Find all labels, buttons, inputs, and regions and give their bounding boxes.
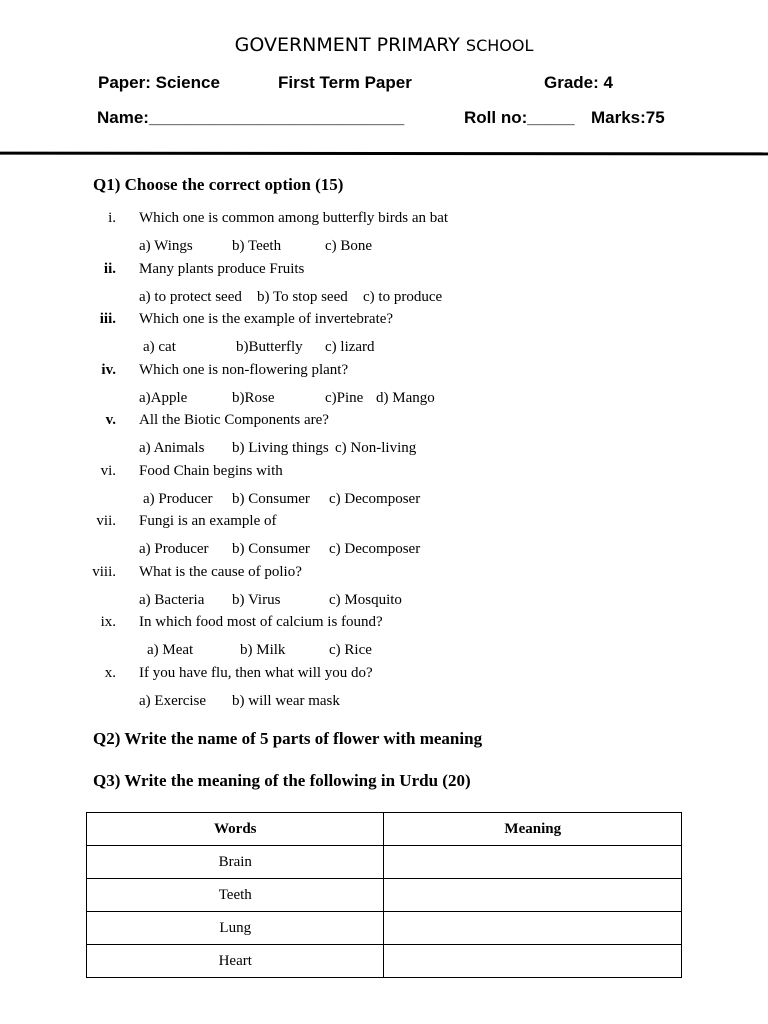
question-text: Which one is the example of invertebrate? <box>139 311 394 327</box>
answer-option: b) Consumer <box>232 541 310 557</box>
answer-option: b) Teeth <box>232 238 282 254</box>
answer-option: a) Exercise <box>139 692 207 709</box>
answer-option: b) Milk <box>240 642 286 658</box>
answer-option: c)Pine <box>325 389 364 406</box>
answer-option: a) Wings <box>139 238 193 254</box>
q3-heading: Q3) Write the meaning of the following in Urdu (20) <box>93 771 471 790</box>
q1-heading: Q1) Choose the correct option (15) <box>93 175 344 194</box>
answer-option: b) Virus <box>232 591 281 608</box>
table-header-words: Words <box>87 813 384 846</box>
answer-option: c) Decomposer <box>329 541 421 557</box>
answer-option: a) Bacteria <box>139 591 205 608</box>
answer-option: b) Living things <box>232 440 329 456</box>
table-row <box>87 912 682 945</box>
question-number: iii. <box>99 311 116 327</box>
term-title: First Term Paper <box>278 73 412 92</box>
question-text: All the Biotic Components are? <box>139 412 329 428</box>
table-row <box>87 846 682 879</box>
question-text: Food Chain begins with <box>139 462 283 479</box>
answer-option: b)Butterfly <box>236 339 303 355</box>
question-number: vii. <box>96 513 116 529</box>
q2-heading: Q2) Write the name of 5 parts of flower with meaning <box>93 729 483 748</box>
question-text: Many plants produce Fruits <box>139 260 305 277</box>
table-cell-word: Teeth <box>87 879 384 912</box>
question-number: v. <box>105 412 116 428</box>
school-title-main: GOVERNMENT PRIMARY <box>234 34 460 56</box>
table-cell-meaning[interactable] <box>384 912 682 945</box>
question-text: What is the cause of polio? <box>139 563 302 580</box>
question-number: i. <box>108 210 116 226</box>
answer-option: b) will wear mask <box>232 692 340 709</box>
header-divider <box>0 152 768 156</box>
answer-option: a)Apple <box>139 389 188 406</box>
answer-option: d) Mango <box>376 389 435 406</box>
name-field: Name:___________________________ <box>97 108 405 127</box>
urdu-meaning-table <box>86 812 682 978</box>
school-title-suffix: SCHOOL <box>465 36 534 55</box>
table-cell-word: Brain <box>87 846 384 879</box>
question-number: iv. <box>101 361 116 378</box>
table-header-row <box>87 813 682 846</box>
answer-option: c) lizard <box>325 339 375 355</box>
table-header-meaning: Meaning <box>384 813 682 846</box>
question-text: Which one is common among butterfly birds an bat <box>139 210 449 226</box>
answer-option: b)Rose <box>232 389 275 406</box>
answer-option: c) Decomposer <box>329 490 421 507</box>
table-cell-meaning[interactable] <box>384 879 682 912</box>
grade-label: Grade: 4 <box>544 73 613 92</box>
answer-option: c) Rice <box>329 642 372 658</box>
question-number: viii. <box>92 563 116 580</box>
question-number: ii. <box>103 260 116 277</box>
answer-option: c) to produce <box>363 288 443 305</box>
question-text: Fungi is an example of <box>139 513 277 529</box>
question-text: If you have flu, then what will you do? <box>139 664 373 681</box>
table-cell-meaning[interactable] <box>384 846 682 879</box>
table-cell-meaning[interactable] <box>384 945 682 978</box>
answer-option: a) to protect seed <box>139 288 242 305</box>
table-cell-word: Lung <box>87 912 384 945</box>
answer-option: c) Bone <box>325 238 373 254</box>
question-number: x. <box>104 664 116 681</box>
question-text: In which food most of calcium is found? <box>139 614 383 630</box>
answer-option: a) Meat <box>147 642 194 658</box>
table-cell-word: Heart <box>87 945 384 978</box>
answer-option: b) To stop seed <box>257 288 348 305</box>
answer-option: c) Mosquito <box>329 591 402 608</box>
question-number: vi. <box>100 462 116 479</box>
answer-option: a) cat <box>143 339 176 355</box>
question-number: ix. <box>100 614 116 630</box>
answer-option: a) Animals <box>139 440 205 456</box>
answer-option: c) Non-living <box>335 440 417 456</box>
answer-option: b) Consumer <box>232 490 310 507</box>
roll-number-field: Roll no:_____ <box>464 108 575 127</box>
paper-subject: Paper: Science <box>98 73 220 92</box>
answer-option: a) Producer <box>139 541 209 557</box>
school-title <box>0 34 768 56</box>
table-row <box>87 945 682 978</box>
question-text: Which one is non-flowering plant? <box>139 361 349 378</box>
table-row <box>87 879 682 912</box>
answer-option: a) Producer <box>143 490 213 507</box>
total-marks: Marks:75 <box>591 108 665 127</box>
